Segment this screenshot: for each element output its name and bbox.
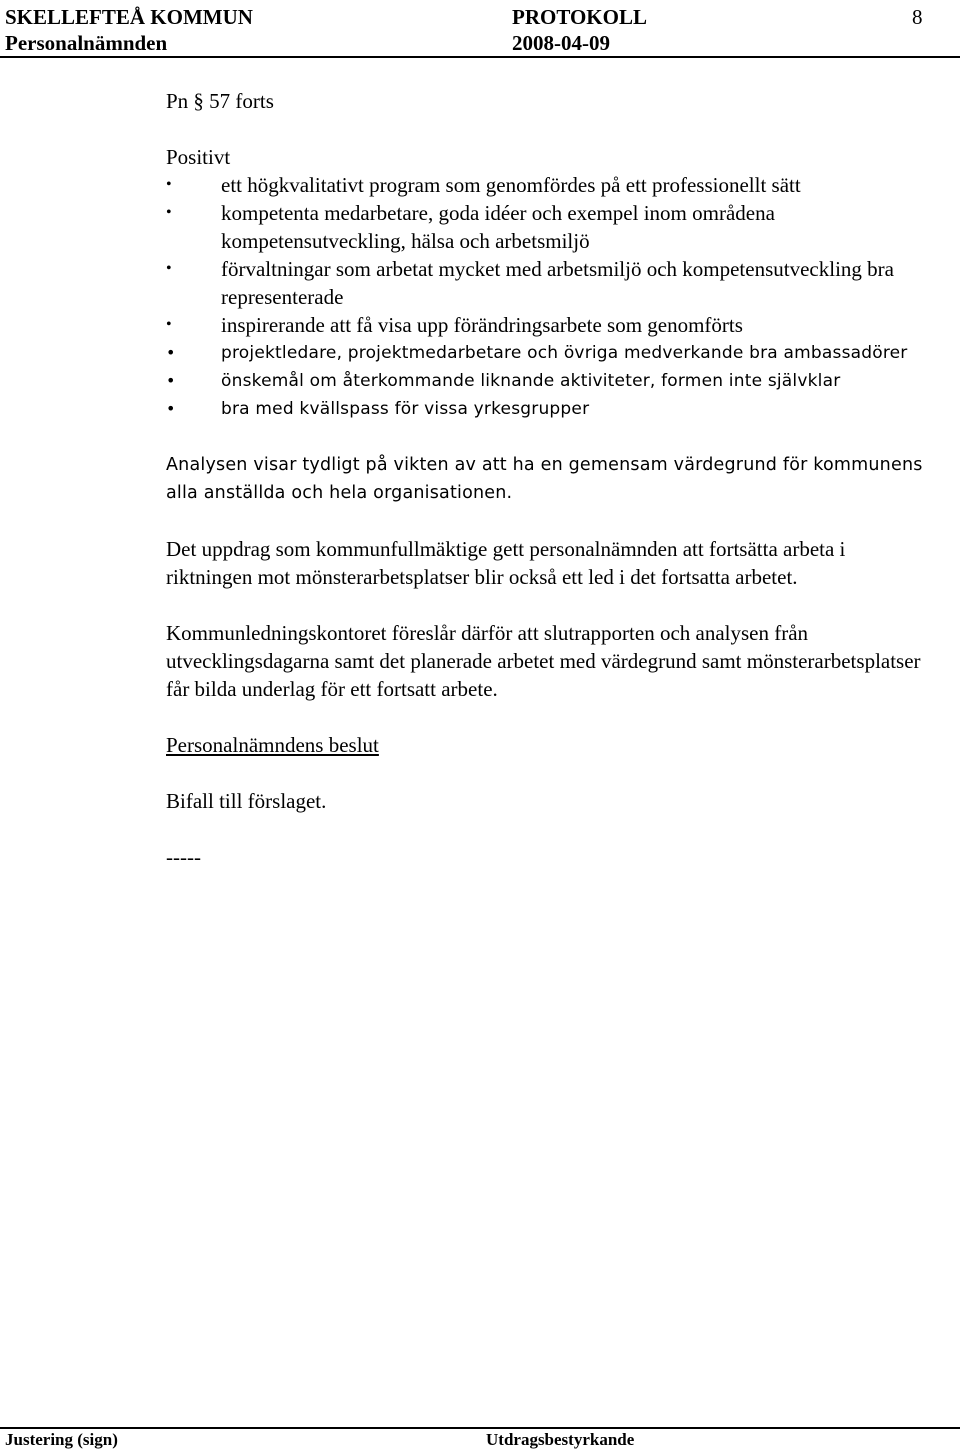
bullet-icon: • xyxy=(166,316,172,333)
list-item xyxy=(166,255,936,311)
list-item xyxy=(166,395,936,423)
bullet-icon: • xyxy=(166,399,176,418)
header-divider xyxy=(0,56,960,58)
extract-certification-label: Utdragsbestyrkande xyxy=(486,1430,635,1449)
signature-label: Justering (sign) xyxy=(5,1430,118,1449)
list-item-text: inspirerande att få visa upp förändringsarbete som genomförts xyxy=(221,313,743,337)
proposal-paragraph: Kommunledningskontoret föreslår därför att slutrapporten och analysen från utvecklingsdagarna samt det planerade arbetet med värdegrund samt mönsterarbetsplatser får bilda underlag för ett fortsatt arbete. xyxy=(166,621,921,701)
decision-text: Bifall till förslaget. xyxy=(166,789,327,813)
bullet-icon: • xyxy=(166,260,172,277)
list-item xyxy=(166,171,936,199)
positive-list xyxy=(166,171,936,423)
bullet-icon: • xyxy=(166,371,176,390)
list-item xyxy=(166,199,936,255)
decision-heading: Personalnämndens beslut xyxy=(166,733,379,757)
list-item-text: kompetenta medarbetare, goda idéer och exempel inom områdena kompetensutveckling, hälsa och arbetsmiljö xyxy=(221,201,775,253)
list-item xyxy=(166,311,936,339)
list-item-text: projektledare, projektmedarbetare och övriga medverkande bra ambassadörer xyxy=(221,343,908,363)
bullet-icon: • xyxy=(166,343,176,362)
meeting-date: 2008-04-09 xyxy=(512,31,610,55)
list-item-text: bra med kvällspass för vissa yrkesgrupper xyxy=(221,399,590,419)
list-item xyxy=(166,367,936,395)
bullet-icon: • xyxy=(166,176,172,193)
analysis-paragraph: Analysen visar tydligt på vikten av att ha en gemensam värdegrund för kommunens alla anställda och hela organisationen. xyxy=(166,455,923,503)
bullet-icon: • xyxy=(166,204,172,221)
list-item-text: önskemål om återkommande liknande aktiviteter, formen inte självklar xyxy=(221,371,841,391)
assignment-paragraph: Det uppdrag som kommunfullmäktige gett personalnämnden att fortsätta arbeta i riktningen mot mönsterarbetsplatser blir också ett led i det fortsatta arbetet. xyxy=(166,537,846,589)
document-type: PROTOKOLL xyxy=(512,5,647,29)
committee-name: Personalnämnden xyxy=(5,31,168,55)
end-marker: ----- xyxy=(166,845,201,869)
organization-name: SKELLEFTEÅ KOMMUN xyxy=(5,5,253,29)
footer-divider xyxy=(0,1427,960,1429)
list-item-text: ett högkvalitativt program som genomfördes på ett professionellt sätt xyxy=(221,173,801,197)
list-item-text: förvaltningar som arbetat mycket med arbetsmiljö och kompetensutveckling bra representerade xyxy=(221,257,894,309)
list-item xyxy=(166,339,936,367)
section-reference: Pn § 57 forts xyxy=(166,89,274,113)
page-number: 8 xyxy=(912,5,923,29)
positive-heading: Positivt xyxy=(166,145,231,169)
document-body xyxy=(166,87,936,871)
